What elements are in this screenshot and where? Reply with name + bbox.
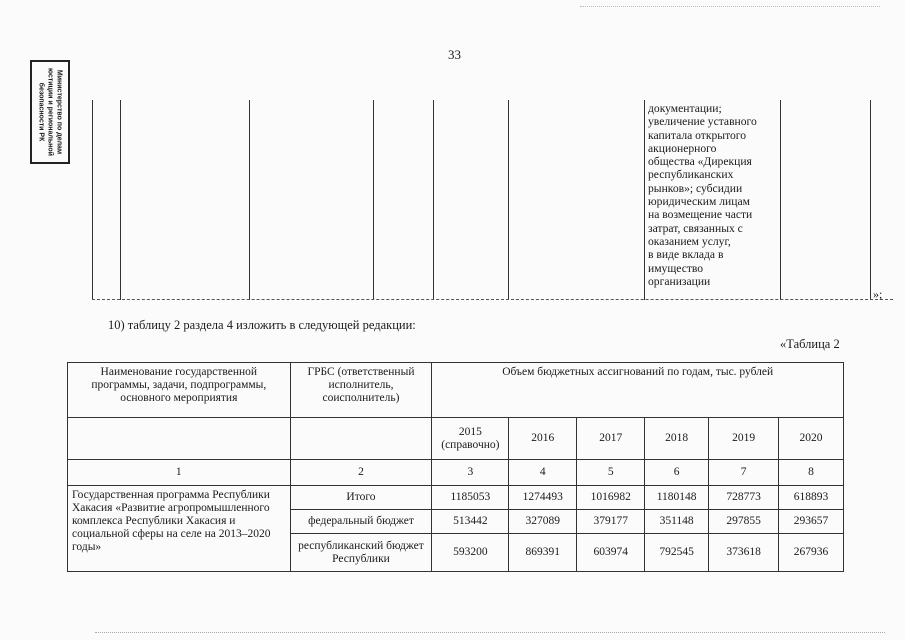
column-divider [373, 100, 374, 300]
header-program-name: Наименование государственной программы, задачи, подпрограммы, основного мероприятия [68, 363, 291, 418]
column-number: 1 [68, 460, 291, 486]
stamp-text: Министерство по делам юстиции и региональной безопасности РК [37, 68, 63, 156]
column-number: 6 [645, 460, 709, 486]
measures-cell [648, 102, 780, 288]
cell-line: республиканских [648, 168, 734, 182]
year-cell: 2016 [509, 418, 577, 460]
page-number: 33 [448, 47, 461, 62]
scan-artifact-line [95, 632, 885, 633]
header-grbs: ГРБС (ответственный исполнитель, соисполнитель) [290, 363, 432, 418]
amendment-instruction: 10) таблицу 2 раздела 4 изложить в следующей редакции: [108, 318, 416, 332]
year-cell: 2018 [645, 418, 709, 460]
cell-line: капитала открытого [648, 128, 747, 142]
column-divider [870, 100, 871, 300]
value-cell: 593200 [432, 534, 509, 572]
value-cell: 1185053 [432, 486, 509, 510]
years-row [68, 418, 844, 460]
value-cell: 603974 [577, 534, 645, 572]
value-cell: 327089 [509, 510, 577, 534]
cell-line: юридическим лицам [648, 195, 750, 209]
year-cell: 2017 [577, 418, 645, 460]
value-cell: 1180148 [645, 486, 709, 510]
year-cell: 2019 [709, 418, 779, 460]
header-budget-volume: Объем бюджетных ассигнований по годам, тыс. рублей [432, 363, 844, 418]
value-cell: 618893 [779, 486, 844, 510]
program-name-cell: Государственная программа Республики Хакасия «Развитие агропромышленного комплекса Республики Хакасия и социальной сферы на селе на 2013–2020 годы» [68, 486, 291, 572]
value-cell: 1274493 [509, 486, 577, 510]
column-number: 4 [509, 460, 577, 486]
column-number: 8 [779, 460, 844, 486]
year-cell: 2020 [779, 418, 844, 460]
cell-line: оказанием услуг, [648, 234, 731, 248]
cell-line: на возмещение части [648, 208, 753, 222]
ministry-stamp [30, 60, 70, 164]
column-number: 3 [432, 460, 509, 486]
value-cell: 792545 [645, 534, 709, 572]
column-divider [433, 100, 434, 300]
column-number: 7 [709, 460, 779, 486]
cell-line: рынков»; субсидии [648, 181, 743, 195]
year-cell: 2015 (справочно) [432, 418, 509, 460]
column-number-row [68, 460, 844, 486]
value-cell: 297855 [709, 510, 779, 534]
funding-source: Итого [290, 486, 432, 510]
scan-artifact-line [580, 6, 880, 7]
column-number: 5 [577, 460, 645, 486]
funding-source: федеральный бюджет [290, 510, 432, 534]
value-cell: 869391 [509, 534, 577, 572]
table-border-left [92, 100, 93, 300]
cell-line: затрат, связанных с [648, 221, 743, 235]
column-number: 2 [290, 460, 432, 486]
value-cell: 1016982 [577, 486, 645, 510]
column-divider [780, 100, 781, 300]
value-cell: 373618 [709, 534, 779, 572]
cell-line: увеличение уставного [648, 115, 757, 129]
table-title: «Таблица 2 [780, 337, 840, 351]
empty-cell [68, 418, 291, 460]
value-cell: 293657 [779, 510, 844, 534]
value-cell: 513442 [432, 510, 509, 534]
column-divider [249, 100, 250, 300]
column-divider [120, 100, 121, 300]
column-divider [508, 100, 509, 300]
table-row [68, 486, 844, 510]
column-divider [644, 100, 645, 300]
value-cell: 379177 [577, 510, 645, 534]
empty-cell [290, 418, 432, 460]
closing-quote: »; [873, 287, 883, 301]
cell-line: в виде вклада в [648, 248, 724, 262]
value-cell: 728773 [709, 486, 779, 510]
table-bottom-border [92, 299, 893, 300]
continued-table [92, 100, 893, 300]
budget-table [67, 362, 844, 572]
value-cell: 351148 [645, 510, 709, 534]
funding-source: республиканский бюджет Республики [290, 534, 432, 572]
cell-line: имущество [648, 261, 704, 275]
cell-line: акционерного [648, 141, 717, 155]
cell-line: организации [648, 274, 711, 288]
value-cell: 267936 [779, 534, 844, 572]
cell-line: общества «Дирекция [648, 155, 752, 169]
cell-line: документации; [648, 102, 722, 115]
header-row [68, 363, 844, 418]
